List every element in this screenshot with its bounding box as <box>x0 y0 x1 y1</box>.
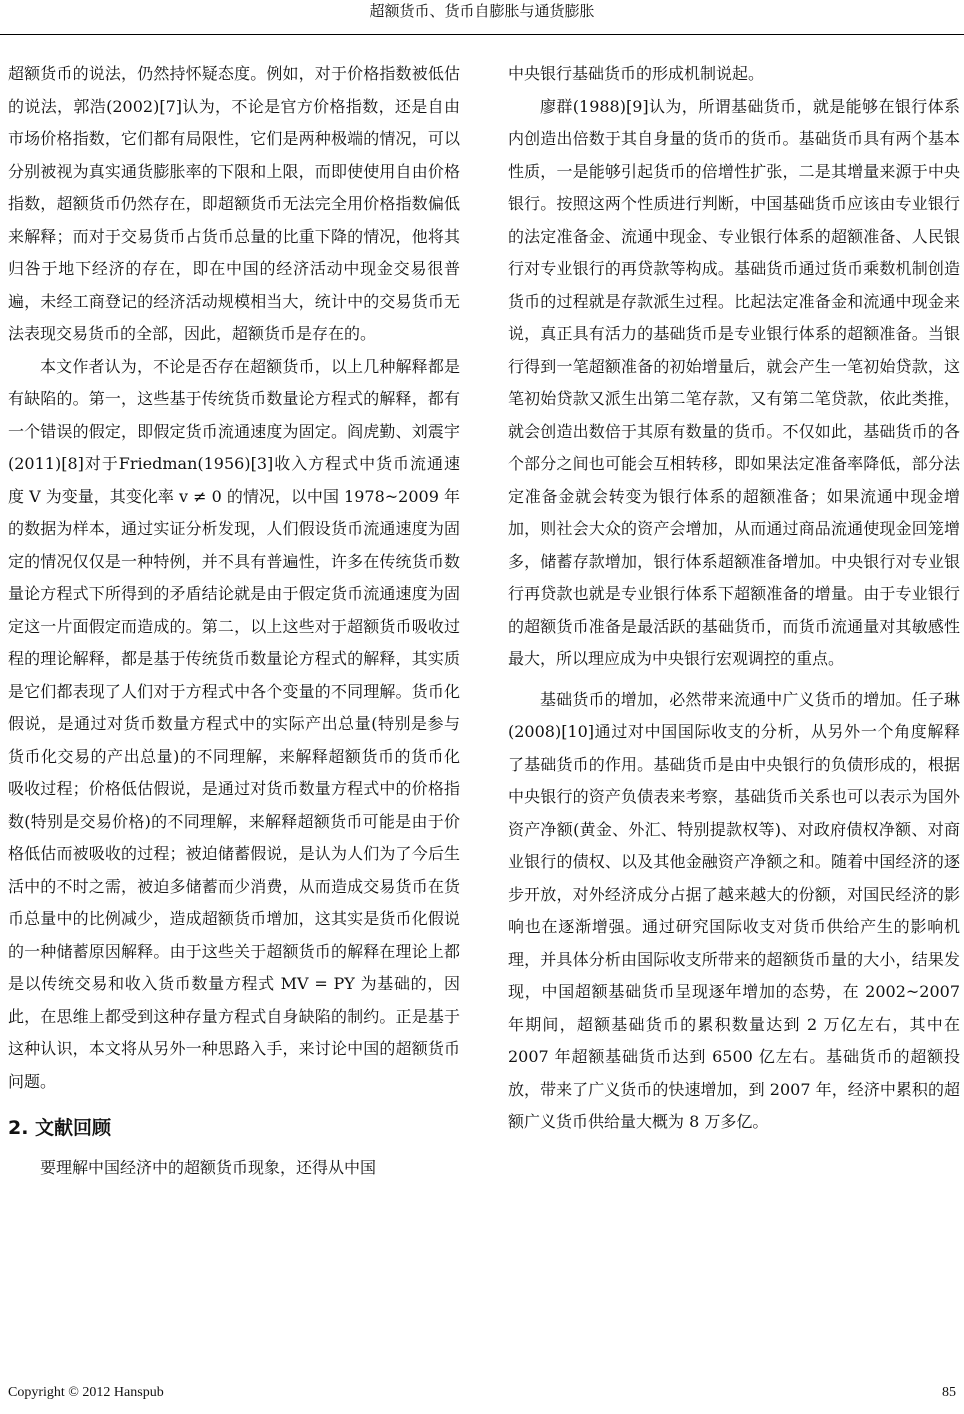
page-number: 85 <box>942 1385 956 1400</box>
paragraph: 本文作者认为，不论是否存在超额货币，以上几种解释都是有缺陷的。第一，这些基于传统货币数量论方程式的解释，都有一个错误的假定，即假定货币流通速度为固定。阎虎勤、刘震宇(2011)[8]对于Friedman(1956)[3]收入方程式中货币流通速度 V 为变量，其变化率 v ≠ 0 的情况，以中国 1978~2009 年的数据为样本，通过实证分析发现，人们假设货币流通速度为固定的情况仅仅是一种特例，并不具有普遍性，许多在传统货币数量论方程式下所得到的矛盾结论就是由于假定货币流通速度为固定这一片面假定而造成的。第二，以上这些对于超额货币吸收过程的理论解释，都是基于传统货币数量论方程式的解释，其实质是它们都表现了人们对于方程式中各个变量的不同理解。货币化假说，是通过对货币数量方程式中的实际产出总量(特别是参与货币化交易的产出总量)的不同理解，来解释超额货币的货币化吸收过程；价格低估假说，是通过对货币数量方程式中的价格指数(特别是交易价格)的不同理解，来解释超额货币可能是由于价格低估而被吸收的过程；被迫储蓄假说，是认为人们为了今后生活中的不时之需，被迫多储蓄而少消费，从而造成交易货币在货币总量中的比例减少，造成超额货币增加，这其实是货币化假说的一种储蓄原因解释。由于这些关于超额货币的解释在理论上都是以传统交易和收入货币数量方程式 MV = PY 为基础的，因此，在思维上都受到这种存量方程式自身缺陷的制约。正是基于这种认识，本文将从另外一种思路入手，来讨论中国的超额货币问题。 <box>8 356 460 1091</box>
right-column <box>508 58 960 1139</box>
paragraph: 基础货币的增加，必然带来流通中广义货币的增加。任子琳(2008)[10]通过对中国国际收支的分析，从另外一个角度解释了基础货币的作用。基础货币是由中央银行的负债形成的，根据中央银行的资产负债表来考察，基础货币关系也可以表示为国外资产净额(黄金、外汇、特别提款权等)、对政府债权净额、对商业银行的债权、以及其他金融资产净额之和。随着中国经济的逐步开放，对外经济成分占据了越来越大的份额，对国民经济的影响也在逐渐增强。通过研究国际收支对货币供给产生的影响机理，并具体分析由国际收支所带来的超额货币量的大小，结果发现，中国超额基础货币呈现逐年增加的态势，在 2002~2007 年期间，超额基础货币的累积数量达到 2 万亿左右，其中在 2007 年超额基础货币达到 6500 亿左右。基础货币的超额投放，带来了广义货币的快速增加，到 2007 年，经济中累积的超额广义货币供给量大概为 8 万多亿。 <box>508 689 960 1131</box>
paragraph: 超额货币的说法，仍然持怀疑态度。例如，对于价格指数被低估的说法，郭浩(2002)[7]认为，不论是官方价格指数，还是自由市场价格指数，它们都有局限性，它们是两种极端的情况，可以分别被视为真实通货膨胀率的下限和上限，而即使使用自由价格指数，超额货币仍然存在，即超额货币无法完全用价格指数偏低来解释；而对于交易货币占货币总量的比重下降的情况，他将其归咎于地下经济的存在，即在中国的经济活动中现金交易很普遍，未经工商登记的经济活动规模相当大，统计中的交易货币无法表现交易货币的全部，因此，超额货币是存在的。 <box>8 64 460 343</box>
running-title: 超额货币、货币自膨胀与通货膨胀 <box>369 2 595 20</box>
running-header <box>0 0 964 35</box>
paragraph: 中央银行基础货币的形成机制说起。 <box>508 64 765 83</box>
paragraph: 廖群(1988)[9]认为，所谓基础货币，就是能够在银行体系内创造出倍数于其自身量的货币的货币。基础货币具有两个基本性质，一是能够引起货币的倍增性扩张，二是其增量来源于中央银行。按照这两个性质进行判断，中国基础货币应该由专业银行的法定准备金、流通中现金、专业银行体系的超额准备、人民银行对专业银行的再贷款等构成。基础货币通过货币乘数机制创造货币的过程就是存款派生过程。比起法定准备金和流通中现金来说，真正具有活力的基础货币是专业银行体系的超额准备。当银行得到一笔超额准备的初始增量后，就会产生一笔初始贷款，这笔初始贷款又派生出第二笔存款，又有第二笔贷款，依此类推，就会创造出数倍于其原有数量的货币。不仅如此，基础货币的各个部分之间也可能会互相转移，即如果法定准备率降低，部分法定准备金就会转变为银行体系的超额准备；如果流通中现金增加，则社会大众的资产会增加，从而通过商品流通使现金回笼增多，储蓄存款增加，银行体系超额准备增加。中央银行对专业银行再贷款也就是专业银行体系下超额准备的增量。由于专业银行的超额货币准备是最活跃的基础货币，而货币流通量对其敏感性最大，所以理应成为中央银行宏观调控的重点。 <box>508 96 960 668</box>
paragraph: 要理解中国经济中的超额货币现象，还得从中国 <box>40 1158 377 1177</box>
section-heading: 2. 文献回顾 <box>8 1117 112 1139</box>
copyright-notice: Copyright © 2012 Hanspub <box>8 1385 164 1400</box>
page-footer <box>0 1385 964 1405</box>
left-column <box>8 58 460 1185</box>
